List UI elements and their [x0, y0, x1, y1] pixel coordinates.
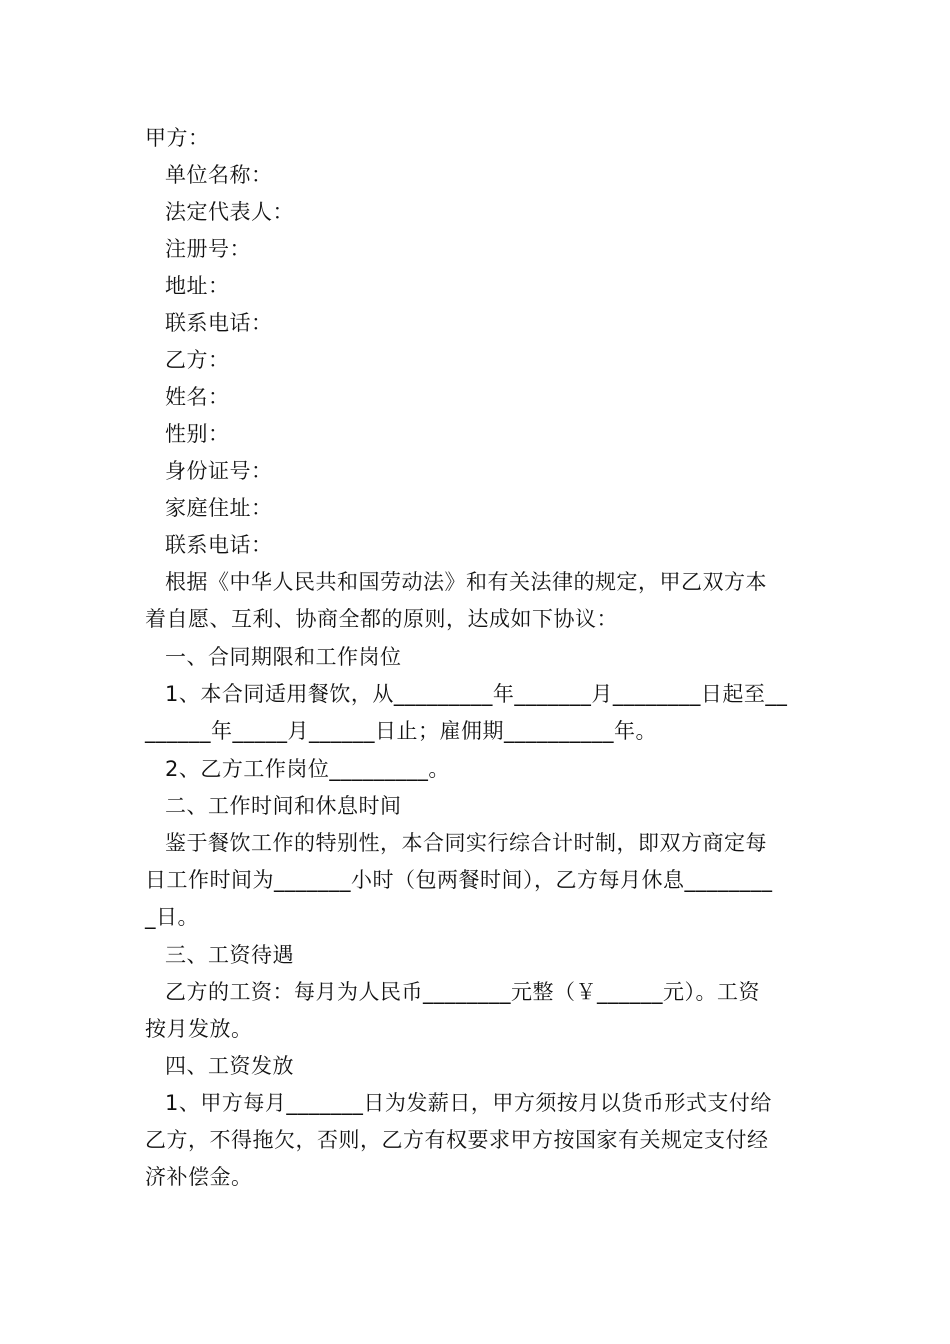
party-b-heading: 乙方：: [165, 348, 230, 372]
name-label: 姓名：: [165, 385, 230, 409]
legal-rep-label: 法定代表人：: [165, 200, 294, 224]
section-2-line-2: 日工作时间为_______小时（包两餐时间），乙方每月休息________: [145, 868, 773, 892]
section-3-line-2: 按月发放。: [145, 1017, 253, 1041]
section-1-item-2: 2、乙方工作岗位_________。: [165, 757, 450, 781]
preamble-line-1: 根据《中华人民共和国劳动法》和有关法律的规定，甲乙双方本: [165, 570, 767, 594]
section-1-item-1-line-1: 1、本合同适用餐饮，从_________年_______月________日起至__: [165, 682, 788, 706]
section-2-line-3: _日。: [145, 905, 199, 929]
section-4-title: 四、工资发放: [165, 1054, 294, 1078]
home-address-label: 家庭住址：: [165, 496, 273, 520]
gender-label: 性别：: [165, 422, 230, 446]
section-1-item-1-line-2: ______年_____月______日止；雇佣期__________年。: [145, 719, 657, 743]
section-3-line-1: 乙方的工资：每月为人民币________元整（￥______元）。工资: [165, 980, 760, 1004]
section-4-line-3: 济补偿金。: [145, 1165, 253, 1189]
section-4-line-1: 1、甲方每月_______日为发薪日，甲方须按月以货币形式支付给: [165, 1091, 772, 1115]
party-b-phone-label: 联系电话：: [165, 533, 273, 557]
address-label: 地址：: [165, 274, 230, 298]
section-3-title: 三、工资待遇: [165, 943, 294, 967]
section-2-title: 二、工作时间和休息时间: [165, 794, 402, 818]
section-2-line-1: 鉴于餐饮工作的特别性，本合同实行综合计时制，即双方商定每: [165, 831, 767, 855]
section-4-line-2: 乙方，不得拖欠，否则，乙方有权要求甲方按国家有关规定支付经: [145, 1128, 769, 1152]
reg-no-label: 注册号：: [165, 237, 251, 261]
unit-name-label: 单位名称：: [165, 163, 273, 187]
preamble-line-2: 着自愿、互利、协商全都的原则，达成如下协议：: [145, 607, 618, 631]
party-a-phone-label: 联系电话：: [165, 311, 273, 335]
party-a-heading: 甲方：: [145, 126, 210, 150]
id-no-label: 身份证号：: [165, 459, 273, 483]
section-1-title: 一、合同期限和工作岗位: [165, 645, 402, 669]
